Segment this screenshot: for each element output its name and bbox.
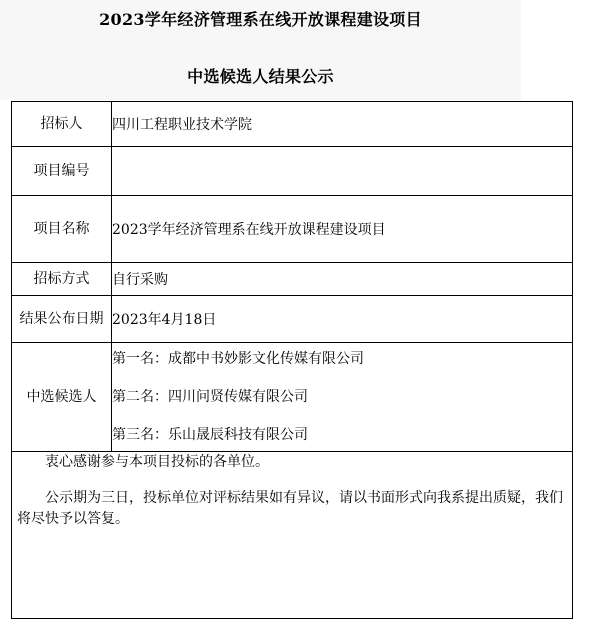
tenderer-value: 四川工程职业技术学院: [112, 102, 573, 147]
document-subtitle: 中选候选人结果公示: [187, 67, 334, 86]
footer-text: [12, 452, 572, 530]
tenderer-label: 招标人: [12, 102, 112, 147]
project-number-value: [112, 147, 573, 196]
publish-date-label: 结果公布日期: [12, 296, 112, 343]
footer-cell: [12, 452, 573, 619]
table-row-publish-date: [12, 296, 573, 343]
table-row-footer: [12, 452, 573, 619]
candidate-third: 第三名：乐山晟辰科技有限公司: [112, 427, 308, 443]
method-label: 招标方式: [12, 263, 112, 296]
table-row-project-number: [12, 147, 573, 196]
candidates-label: 中选候选人: [12, 343, 112, 452]
project-name-label: 项目名称: [12, 196, 112, 263]
table-row-candidates: [12, 343, 573, 452]
candidate-second: 第二名：四川问贤传媒有限公司: [112, 389, 308, 405]
method-value: 自行采购: [112, 263, 573, 296]
table-row-method: [12, 263, 573, 296]
thanks-paragraph: 衷心感谢参与本项目投标的各单位。: [45, 454, 269, 470]
project-name-value: 2023学年经济管理系在线开放课程建设项目: [112, 196, 573, 263]
document-title: 2023学年经济管理系在线开放课程建设项目: [99, 10, 422, 29]
table-row-project-name: [12, 196, 573, 263]
table-row-tenderer: [12, 102, 573, 147]
objection-paragraph: 公示期为三日，投标单位对评标结果如有异议，请以书面形式向我系提出质疑，我们将尽快予以答复。: [17, 490, 563, 527]
project-number-label: 项目编号: [12, 147, 112, 196]
notice-table: [11, 101, 573, 619]
candidate-first: 第一名：成都中书妙影文化传媒有限公司: [112, 351, 364, 367]
publish-date-value: 2023年4月18日: [112, 296, 573, 343]
candidates-value: [112, 343, 573, 452]
